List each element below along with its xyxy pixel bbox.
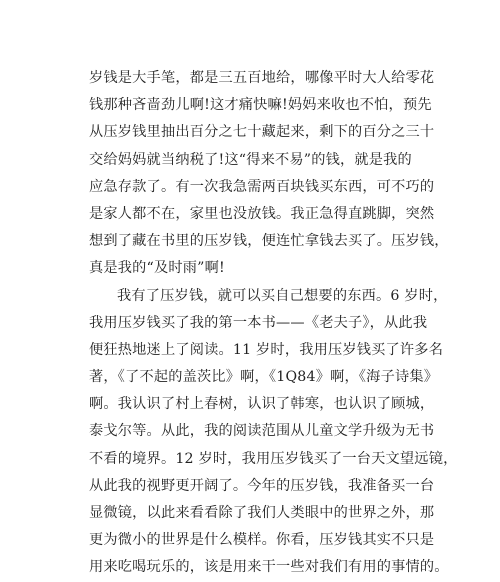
text-line: 是家人都不在，家里也没放钱。我正急得直跳脚，突然 <box>89 205 435 222</box>
text-line: 应急存款了。有一次我急需两百块钱买东西，可不巧的 <box>89 178 435 195</box>
text-line: 我用压岁钱买了我的第一本书——《老夫子》，从此我 <box>89 314 428 331</box>
text-line: 真是我的“及时雨”啊! <box>89 260 225 277</box>
text-line: 啊。我认识了村上春树，认识了韩寒，也认识了顾城， <box>89 396 435 413</box>
text-line: 便狂热地迷上了阅读。11 岁时，我用压岁钱买了许多名 <box>89 341 444 358</box>
paragraph-start-line: 我有了压岁钱，就可以买自己想要的东西。6 岁时， <box>117 287 448 304</box>
text-line: 更为微小的世界是什么模样。你看，压岁钱其实不只是 <box>89 532 435 549</box>
text-line: 从此我的视野更开阔了。今年的压岁钱，我准备买一台 <box>89 477 435 494</box>
text-line: 用来吃喝玩乐的，该是用来干一些对我们有用的事情的。 <box>89 559 449 576</box>
text-line: 不看的境界。12 岁时，我用压岁钱买了一台天文望远镜， <box>89 450 458 467</box>
text-line: 著，《了不起的盖茨比》啊，《1Q84》啊，《海子诗集》 <box>89 369 439 386</box>
document-body <box>89 65 458 582</box>
text-line: 钱那种吝啬劲儿啊!这才痛快嘛!妈妈来收也不怕，预先 <box>89 97 432 114</box>
text-line: 岁钱是大手笔，都是三五百地给，哪像平时大人给零花 <box>89 70 435 86</box>
text-line: 想到了藏在书里的压岁钱，便连忙拿钱去买了。压岁钱， <box>89 233 449 250</box>
text-line: 从压岁钱里抽出百分之七十藏起来，剩下的百分之三十 <box>89 124 435 141</box>
text-line: 显微镜，以此来看看除了我们人类眼中的世界之外，那 <box>89 505 435 521</box>
text-line: 交给妈妈就当纳税了!这“得来不易”的钱，就是我的 <box>89 151 412 168</box>
text-line: 泰戈尔等。从此，我的阅读范围从儿童文学升级为无书 <box>89 423 435 440</box>
